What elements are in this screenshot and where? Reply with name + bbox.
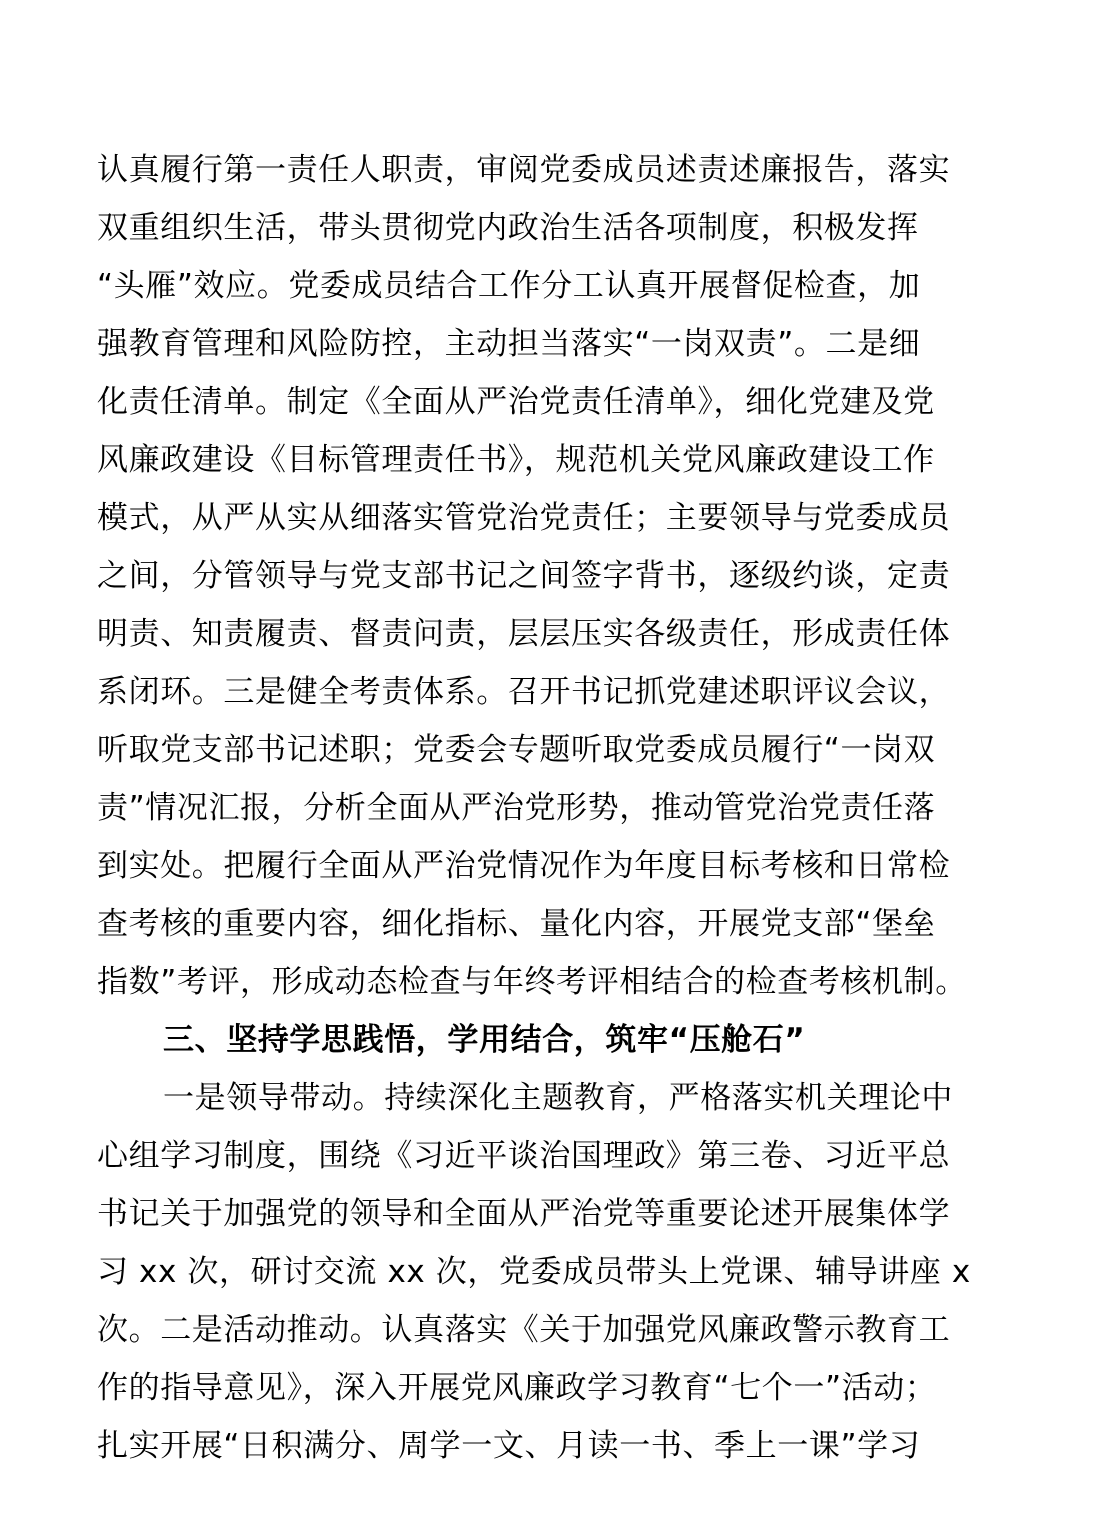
text-line: 指数”考评，形成动态检查与年终考评相结合的检查考核机制。 bbox=[97, 964, 967, 1000]
text-line: 强教育管理和风险防控，主动担当落实“一岗双责”。二是细 bbox=[97, 326, 921, 362]
text-line: 之间，分管领导与党支部书记之间签字背书，逐级约谈，定责 bbox=[97, 558, 951, 594]
text-line: 心组学习制度，围绕《习近平谈治国理政》第三卷、习近平总 bbox=[97, 1138, 951, 1174]
text-line: 习 xx 次，研讨交流 xx 次，党委成员带头上党课、辅导讲座 x bbox=[97, 1254, 971, 1290]
text-line: 明责、知责履责、督责问责，层层压实各级责任，形成责任体 bbox=[97, 616, 951, 652]
text-line: 到实处。把履行全面从严治党情况作为年度目标考核和日常检 bbox=[97, 848, 951, 884]
text-line: 扎实开展“日积满分、周学一文、月读一书、季上一课”学习 bbox=[97, 1428, 921, 1464]
text-line: 查考核的重要内容，细化指标、量化内容，开展党支部“堡垒 bbox=[97, 906, 936, 942]
text-line: 系闭环。三是健全考责体系。召开书记抓党建述职评议会议， bbox=[97, 674, 951, 710]
text-line: 认真履行第一责任人职责，审阅党委成员述责述廉报告，落实 bbox=[97, 152, 951, 188]
text-line: 一是领导带动。持续深化主题教育，严格落实机关理论中 bbox=[163, 1080, 953, 1116]
text-line: 化责任清单。制定《全面从严治党责任清单》，细化党建及党 bbox=[97, 384, 935, 420]
text-line: “头雁”效应。党委成员结合工作分工认真开展督促检查，加 bbox=[97, 268, 921, 304]
text-line: 作的指导意见》，深入开展党风廉政学习教育“七个一”活动； bbox=[97, 1370, 937, 1406]
text-line: 听取党支部书记述职；党委会专题听取党委成员履行“一岗双 bbox=[97, 732, 936, 768]
text-line: 责”情况汇报，分析全面从严治党形势，推动管党治党责任落 bbox=[97, 790, 936, 826]
text-line: 模式，从严从实从细落实管党治党责任；主要领导与党委成员 bbox=[97, 500, 951, 536]
section-heading: 三、坚持学思践悟，学用结合，筑牢“压舱石” bbox=[163, 1022, 806, 1058]
text-line: 书记关于加强党的领导和全面从严治党等重要论述开展集体学 bbox=[97, 1196, 951, 1232]
text-line: 双重组织生活，带头贯彻党内政治生活各项制度，积极发挥 bbox=[97, 210, 919, 246]
text-line: 风廉政建设《目标管理责任书》，规范机关党风廉政建设工作 bbox=[97, 442, 935, 478]
text-line: 次。二是活动推动。认真落实《关于加强党风廉政警示教育工 bbox=[97, 1312, 951, 1348]
